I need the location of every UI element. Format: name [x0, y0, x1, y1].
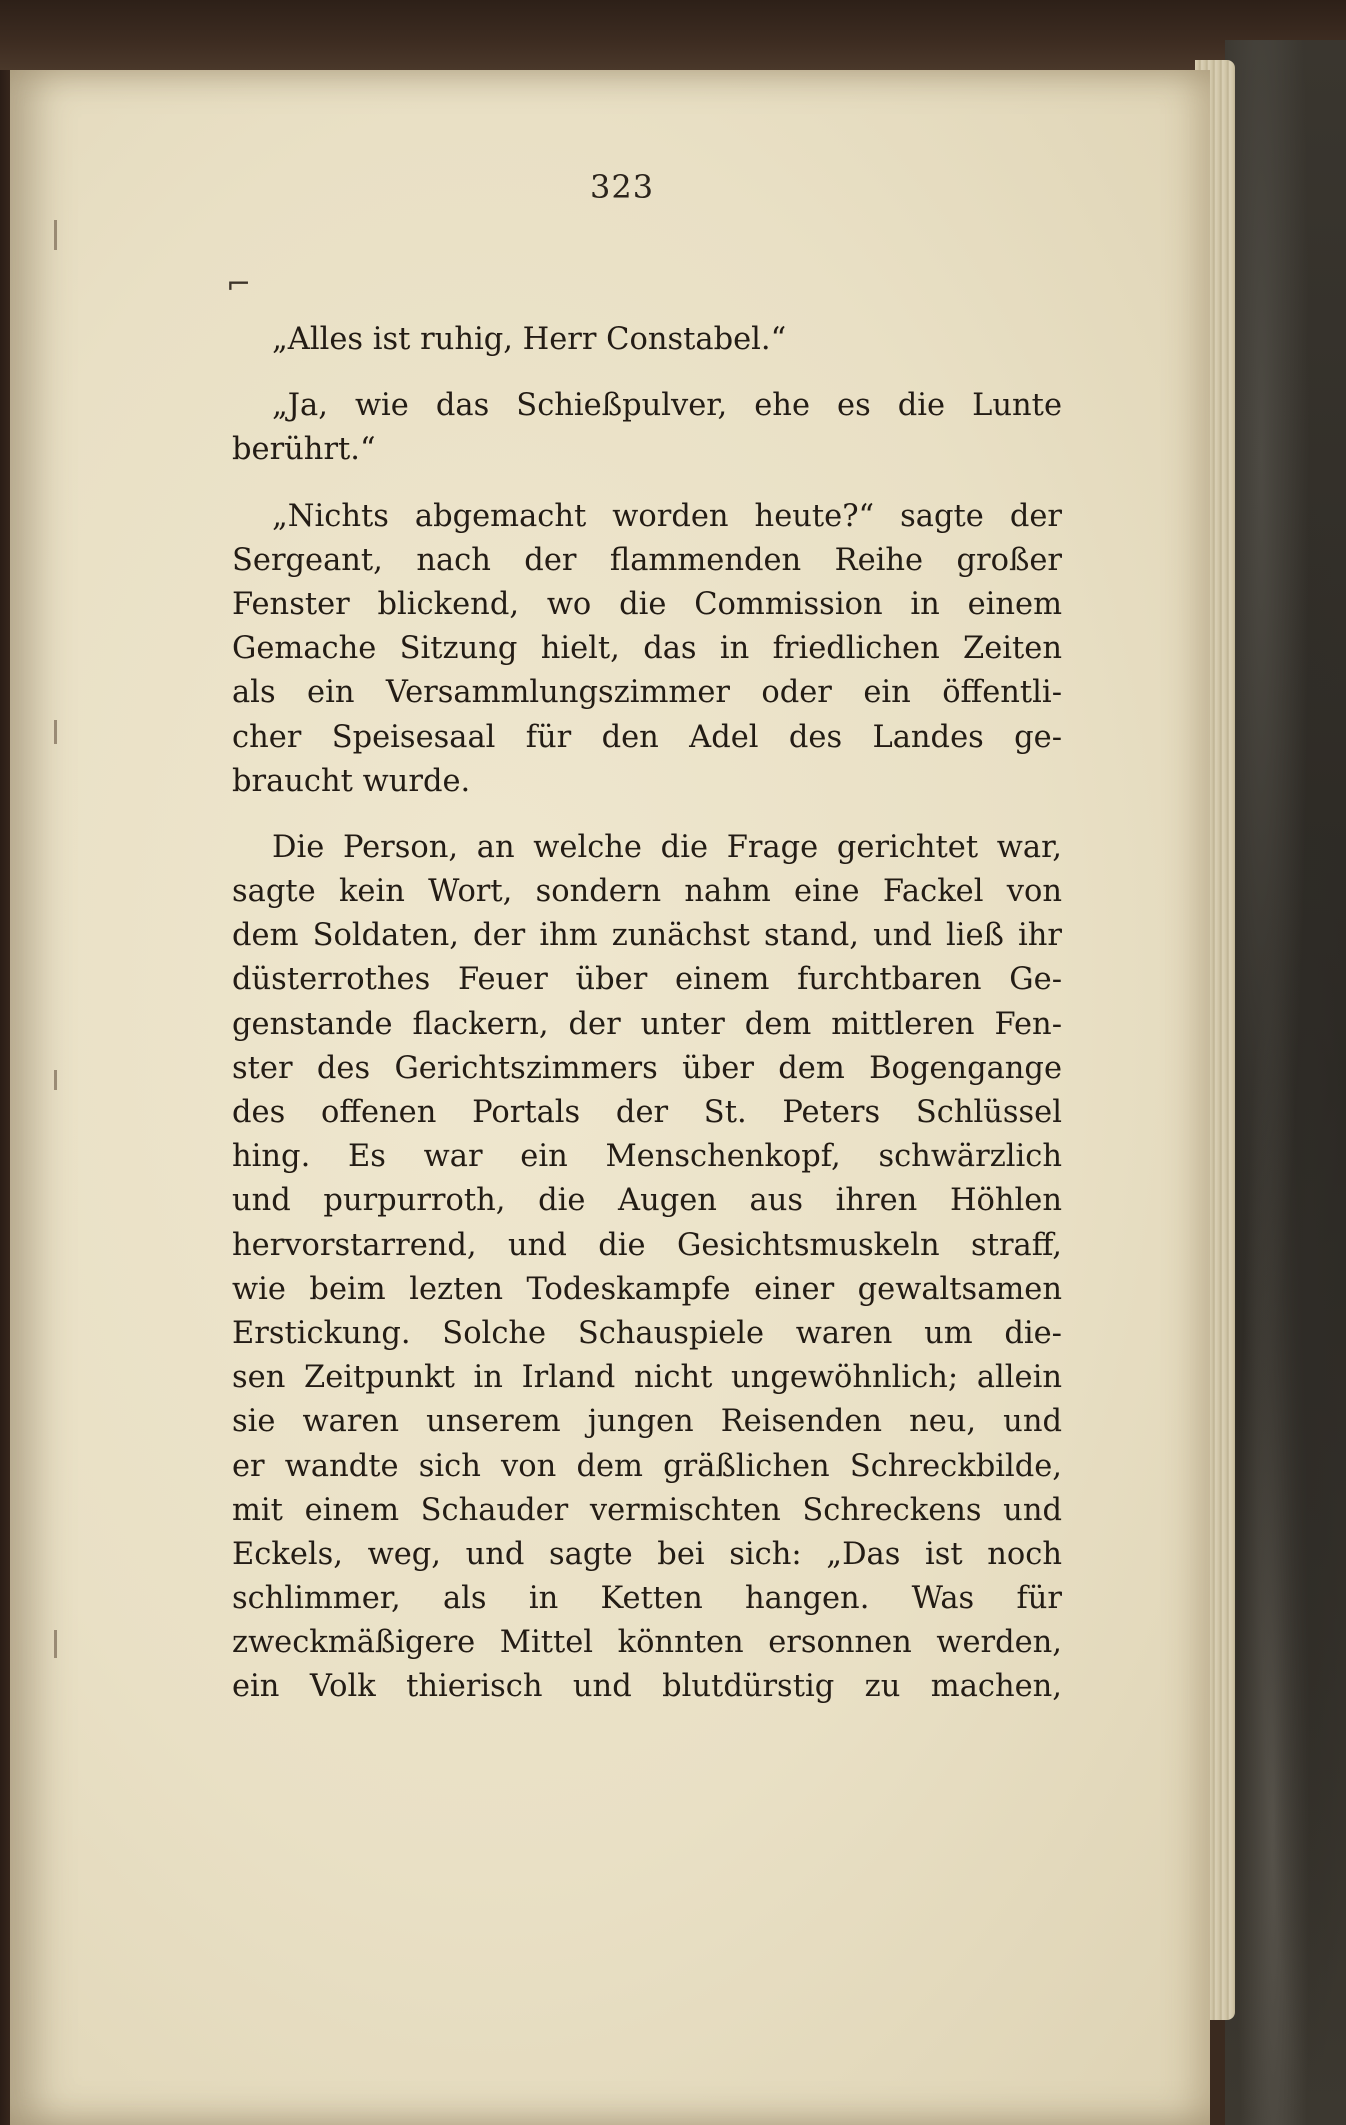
- text-line: berührt.“: [232, 432, 376, 468]
- text-line: ein Volk thierisch und blutdürstig zu machen,: [232, 1669, 1062, 1705]
- text-line: Fenster blickend, wo die Commission in einem: [232, 586, 1062, 622]
- book-cover-board: [1225, 40, 1346, 2125]
- paragraph-gap: [232, 804, 1062, 826]
- text-line: düsterrothes Feuer über einem furchtbaren Ge-: [232, 962, 1062, 998]
- text-line: „Alles ist ruhig, Herr Constabel.“: [272, 322, 787, 357]
- text-line: genstande flackern, der unter dem mittleren Fen-: [232, 1006, 1062, 1042]
- text-line: als ein Versammlungszimmer oder ein öffentli-: [232, 675, 1062, 711]
- text-line: des offenen Portals der St. Peters Schlüssel: [232, 1095, 1062, 1130]
- text-line: Gemache Sitzung hielt, das in friedlichen Zeiten: [232, 631, 1062, 667]
- page-text: [232, 318, 1062, 1710]
- gutter-mark: [54, 1630, 57, 1658]
- gutter-mark: [54, 720, 57, 744]
- text-line: hing. Es war ein Menschenkopf, schwärzlich: [232, 1139, 1062, 1175]
- text-line: braucht wurde.: [232, 763, 471, 799]
- book-binding-top: [0, 0, 1346, 70]
- text-line: sagte kein Wort, sondern nahm eine Fackel von: [232, 874, 1062, 910]
- text-line: Erstickung. Solche Schauspiele waren um die-: [232, 1315, 1062, 1351]
- printer-mark: ⌐: [226, 267, 252, 302]
- text-line: er wandte sich von dem gräßlichen Schreckbilde,: [232, 1448, 1062, 1484]
- text-line: mit einem Schauder vermischten Schreckens und: [232, 1492, 1062, 1528]
- paragraph-gap: [232, 362, 1062, 384]
- text-line: und purpurroth, die Augen aus ihren Höhlen: [232, 1183, 1062, 1219]
- text-line: Eckels, weg, und sagte bei sich: „Das ist noch: [232, 1536, 1062, 1572]
- gutter-mark: [54, 1070, 57, 1090]
- text-line: hervorstarrend, und die Gesichtsmuskeln straff,: [232, 1227, 1062, 1263]
- text-line: wie beim lezten Todeskampfe einer gewaltsamen: [232, 1271, 1062, 1307]
- text-line: Die Person, an welche die Frage gerichtet war,: [272, 829, 1062, 865]
- paragraph-gap: [232, 473, 1062, 495]
- text-line: sen Zeitpunkt in Irland nicht ungewöhnlich; allein: [232, 1360, 1062, 1396]
- text-line: Sergeant, nach der flammenden Reihe großer: [232, 542, 1062, 578]
- text-line: cher Speisesaal für den Adel des Landes ge-: [232, 719, 1062, 755]
- text-line: ster des Gerichtszimmers über dem Bogengange: [232, 1050, 1062, 1086]
- text-line: sie waren unserem jungen Reisenden neu, und: [232, 1404, 1062, 1440]
- text-line: „Ja, wie das Schießpulver, ehe es die Lunte: [272, 388, 1062, 424]
- text-line: schlimmer, als in Ketten hangen. Was für: [232, 1581, 1062, 1617]
- text-line: zweckmäßigere Mittel könnten ersonnen werden,: [232, 1625, 1062, 1661]
- text-line: dem Soldaten, der ihm zunächst stand, und ließ ihr: [232, 918, 1062, 954]
- gutter-mark: [54, 220, 57, 250]
- text-line: „Nichts abgemacht worden heute?“ sagte der: [272, 498, 1062, 534]
- page-number: 323: [590, 168, 655, 206]
